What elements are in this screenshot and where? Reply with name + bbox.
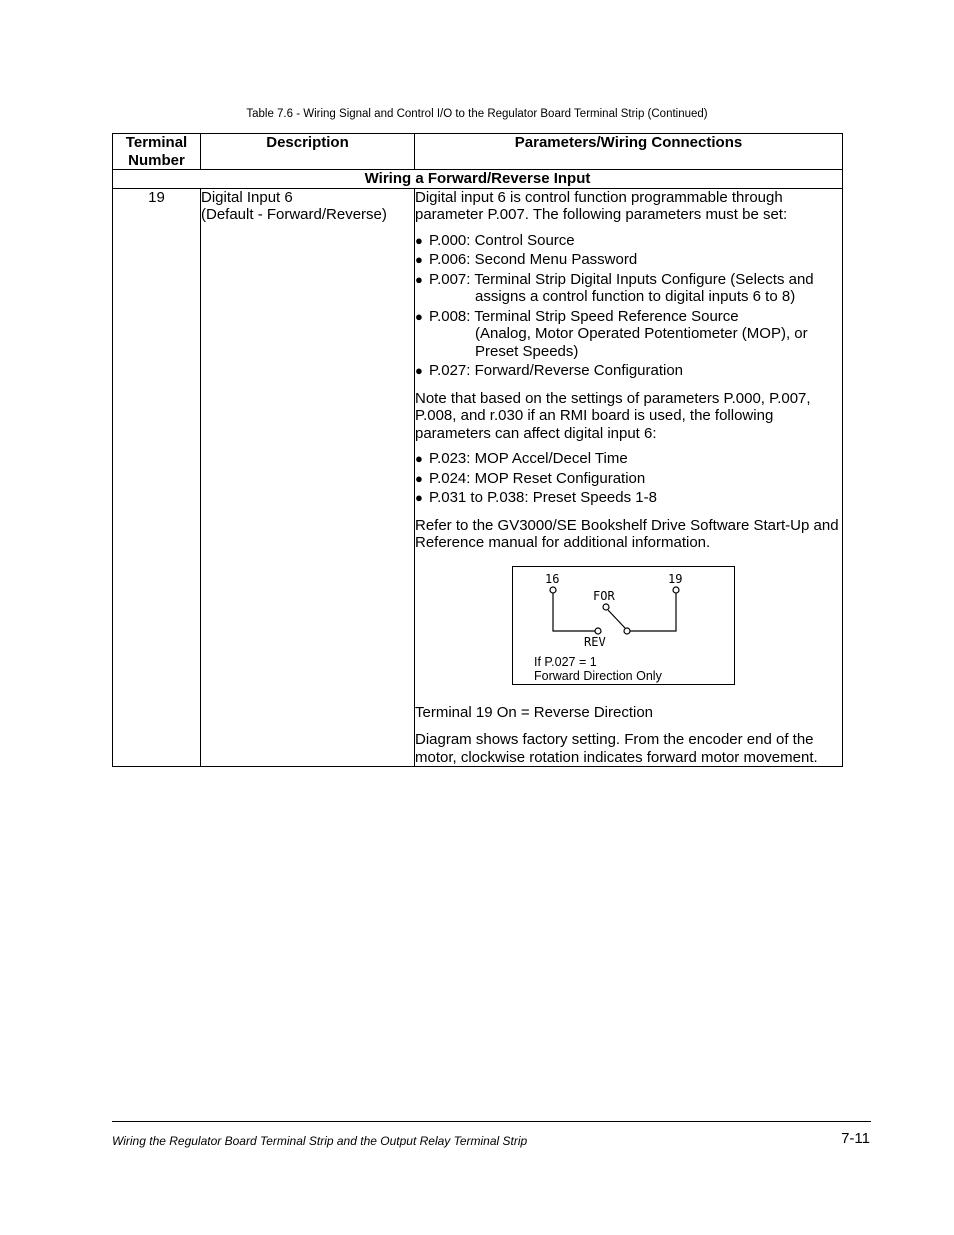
- header-parameters: Parameters/Wiring Connections: [415, 134, 843, 170]
- section-title: Wiring a Forward/Reverse Input: [113, 170, 843, 189]
- intro-paragraph: Digital input 6 is control function programmable through parameter P.007. The following parameters must be set:: [415, 188, 788, 223]
- description-line1: Digital Input 6: [201, 188, 293, 206]
- required-parameters-list: [415, 232, 842, 380]
- list-item-text: P.000: Control Source: [429, 231, 575, 249]
- list-item-text: P.007: Terminal Strip Digital Inputs Configure (Selects and: [429, 270, 814, 288]
- table-caption: Table 7.6 - Wiring Signal and Control I/O to the Regulator Board Terminal Strip (Continued): [246, 108, 708, 120]
- header-description: Description: [201, 134, 415, 170]
- wire-16-to-rev: [553, 593, 595, 631]
- header-terminal-line2: Number: [128, 151, 185, 169]
- header-terminal-line1: Terminal: [125, 134, 188, 151]
- page-number: 7-11: [841, 1130, 870, 1147]
- terminal-19-node: [673, 587, 679, 593]
- footer-divider: [112, 1121, 871, 1122]
- bullet-icon: ●: [415, 363, 423, 378]
- footer-chapter-title: Wiring the Regulator Board Terminal Strip and the Output Relay Terminal Strip: [112, 1134, 528, 1148]
- table-row: [113, 188, 843, 767]
- diagram-condition: [534, 655, 662, 683]
- list-item: [415, 308, 842, 361]
- affecting-parameters-list: [415, 450, 842, 507]
- terminal-16-node: [550, 587, 556, 593]
- switch-blade: [608, 610, 625, 628]
- condition-line2: Forward Direction Only: [534, 668, 662, 683]
- list-item-text: P.023: MOP Accel/Decel Time: [429, 450, 628, 467]
- list-item: [415, 271, 842, 306]
- bullet-icon: ●: [415, 451, 423, 466]
- list-item-text: P.031 to P.038: Preset Speeds 1-8: [429, 489, 657, 506]
- header-terminal-number: [113, 134, 201, 170]
- condition-line1: If P.027 = 1: [534, 654, 597, 669]
- list-item: [415, 362, 842, 380]
- forward-reverse-wiring-diagram: [512, 566, 735, 685]
- list-item: [415, 489, 842, 507]
- list-item: [415, 232, 842, 250]
- bullet-icon: ●: [415, 490, 423, 505]
- refer-paragraph: Refer to the GV3000/SE Bookshelf Drive Software Start-Up and Reference manual for additional information.: [415, 516, 839, 551]
- list-item-continuation: assigns a control function to digital inputs 6 to 8): [475, 288, 796, 305]
- terminal-number-cell: 19: [113, 188, 201, 767]
- parameters-cell: [415, 188, 843, 767]
- description-line2: (Default - Forward/Reverse): [201, 206, 387, 223]
- rev-contact: [595, 628, 601, 634]
- list-item-text: P.027: Forward/Reverse Configuration: [429, 362, 684, 379]
- list-item: [415, 470, 842, 488]
- note-paragraph: Note that based on the settings of parameters P.000, P.007, P.008, and r.030 if an RMI board is used, the following parameters can affect digital input 6:: [415, 389, 811, 442]
- bullet-icon: ●: [415, 232, 423, 248]
- list-item-text: P.008: Terminal Strip Speed Reference Source: [429, 307, 739, 325]
- header-row: [113, 134, 843, 170]
- section-row: [113, 170, 843, 189]
- switch-pivot: [624, 628, 630, 634]
- wire-pivot-to-19: [630, 593, 676, 631]
- list-item-continuation: (Analog, Motor Operated Potentiometer (MOP), or Preset Speeds): [475, 325, 808, 360]
- description-cell: [201, 188, 415, 767]
- list-item-text: P.006: Second Menu Password: [429, 251, 638, 268]
- bullet-icon: ●: [415, 252, 423, 267]
- factory-setting-paragraph: Diagram shows factory setting. From the encoder end of the motor, clockwise rotation indicates forward motor movement.: [415, 731, 818, 766]
- for-label: FOR: [593, 588, 615, 603]
- list-item: [415, 251, 842, 269]
- terminal-on-paragraph: Terminal 19 On = Reverse Direction: [415, 703, 654, 721]
- list-item-text: P.024: MOP Reset Configuration: [429, 469, 646, 487]
- list-item: [415, 450, 842, 468]
- wiring-table: [112, 133, 843, 767]
- terminal-19-label: 19: [668, 571, 683, 586]
- bullet-icon: ●: [415, 308, 423, 324]
- bullet-icon: ●: [415, 271, 423, 287]
- terminal-16-label: 16: [545, 571, 560, 586]
- rev-label: REV: [584, 634, 606, 649]
- bullet-icon: ●: [415, 470, 423, 486]
- for-contact: [603, 604, 609, 610]
